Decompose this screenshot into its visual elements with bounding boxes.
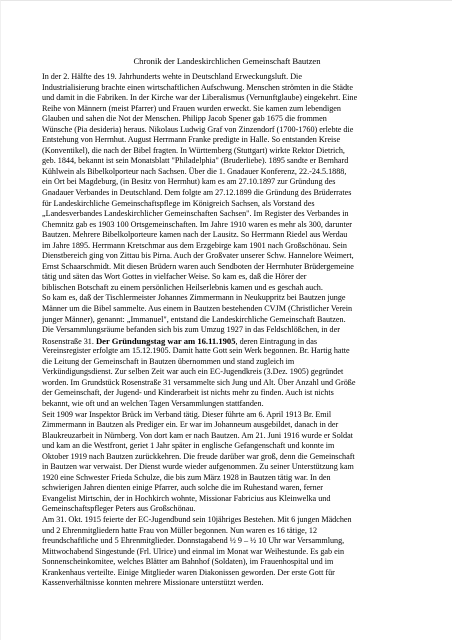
text-line-content: Am 31. Okt. 1915 feierte der EC-Jugendbund sein 10jähriges Bestehen. Mit 6 jungen Mädchen bbox=[42, 514, 352, 524]
text-line-content: Rosenstraße 31. bbox=[42, 336, 96, 346]
text-line bbox=[42, 526, 414, 537]
text-line-content: in Bautzen war verwaist. Der Dienst wurde wieder aufgenommen. Zu seiner Unterstützung kam bbox=[42, 462, 354, 472]
text-line-content: Glauben und sahen die Not der Menschen. Philipp Jacob Spener gab 1675 die frommen bbox=[42, 114, 327, 124]
text-line bbox=[42, 336, 414, 347]
text-line-content: Blaukreuzarbeit in Nürnberg. Von dort kam er nach Bautzen. Am 21. Juni 1916 wurde er Soldat bbox=[42, 430, 353, 440]
text-line bbox=[42, 441, 414, 452]
text-line bbox=[42, 156, 414, 167]
text-line-content: freundschaftliche und 5 Ehrenmitglieder. Donnstagabend ½ 9 – ½ 10 Uhr war Versammlung, bbox=[42, 536, 345, 546]
text-line-content: Bautzen. Mehrere Bibelkolporteure kamen nach der Lausitz. So Herrmann Riedel aus Werdau bbox=[42, 230, 348, 240]
text-line bbox=[42, 199, 414, 210]
text-line-content: So kam es, daß der Tischlermeister Johannes Zimmermann in Neukuppritz bei Bautzen junge bbox=[42, 293, 346, 303]
text-line bbox=[42, 578, 414, 589]
text-line bbox=[42, 230, 414, 241]
text-line-content: Industrialisierung brachte einen wirtschaftlichen Aufschwung. Menschen strömten in die Städte bbox=[42, 82, 353, 92]
text-line bbox=[42, 367, 414, 378]
text-line bbox=[42, 114, 414, 125]
document-title: Chronik der Landeskirchlichen Gemeinschaft Bautzen bbox=[133, 56, 321, 66]
text-line-content: bekannt, wie oft und an welchen Tagen Versammlungen stattfanden. bbox=[42, 398, 264, 408]
text-line bbox=[42, 410, 414, 421]
text-line bbox=[42, 483, 414, 494]
text-line-content: und 2 Ehrenmitgliedern hatte Frau von Müller begonnen. Nun waren es 16 tätige, 12 bbox=[42, 525, 318, 535]
text-line-content: Dienstbereich ging von Zittau bis Pirna. Auch der Großvater unserer Schw. Hannelore Weimert, bbox=[42, 251, 354, 261]
text-line-content: und damit in die Fabriken. In der Kirche war der Liberalismus (Vernunftglaube) eingekehrt. Eine bbox=[42, 93, 358, 103]
text-line bbox=[42, 146, 414, 157]
text-line bbox=[42, 220, 414, 231]
text-line-content: geb. 1844, bekannt ist sein Monatsblatt "Philadelphia" (Bruderliebe). 1895 sandte er Bernhard bbox=[42, 156, 349, 166]
text-line-content: Gnadauer Verbandes in Deutschland. Dem folgte am 27.12.1899 die Gründung des Brüderrates bbox=[42, 188, 352, 198]
text-line bbox=[42, 272, 414, 283]
text-line bbox=[42, 135, 414, 146]
text-line bbox=[42, 251, 414, 262]
text-line bbox=[42, 209, 414, 220]
text-line bbox=[42, 283, 414, 294]
text-line bbox=[42, 462, 414, 473]
text-line bbox=[42, 399, 414, 410]
text-line-content: Ernst Schaarschmidt. Mit diesen Brüdern waren auch Sendboten der Herrnhuter Brüdergemeine bbox=[42, 261, 354, 271]
text-line bbox=[42, 83, 414, 94]
text-line bbox=[42, 515, 414, 526]
text-line-content: „Landesverbandes Landeskirchlicher Gemeinschaften Sachsen". Im Register des Verbandes in bbox=[42, 209, 349, 219]
text-line-content: In der 2. Hälfte des 19. Jahrhunderts wehte in Deutschland Erweckungsluft. Die bbox=[42, 72, 302, 81]
text-line-content: tätig und säten das Wort Gottes in vielfacher Weise. So kam es, daß die Hörer der bbox=[42, 272, 307, 282]
text-line bbox=[42, 167, 414, 178]
text-line bbox=[42, 262, 414, 273]
text-line-content: biblischen Botschaft zu einem persönlichen Heilserlebnis kamen und es geschah auch. bbox=[42, 282, 323, 292]
text-line bbox=[42, 568, 414, 579]
text-line bbox=[42, 452, 414, 463]
text-line-content: für Landeskirchliche Gemeinschaftspflege im Königreich Sachsen, als Vorstand des bbox=[42, 198, 315, 208]
text-line-content: im Jahre 1895. Herrmann Kretschmar aus dem Erzgebirge kam 1901 nach Großschönau. Sein bbox=[42, 240, 347, 250]
document-body bbox=[42, 72, 414, 589]
text-line bbox=[42, 104, 414, 115]
text-line-content: Seit 1909 war Inspektor Brück im Verband tätig. Dieser führte am 6. April 1913 Br. Emil bbox=[42, 409, 332, 419]
text-line bbox=[42, 93, 414, 104]
text-line bbox=[42, 346, 414, 357]
text-line bbox=[42, 315, 414, 326]
text-line-content: worden. Im Grundstück Rosenstraße 31 versammelte sich Jung und Alt. Über Anzahl und Größe bbox=[42, 377, 356, 387]
text-line bbox=[42, 188, 414, 199]
text-line bbox=[42, 388, 414, 399]
founding-date-emphasis: Der Gründungstag war am 16.11.1905 bbox=[95, 335, 236, 346]
text-line-content: ein Ort bei Magdeburg, (in Besitz von Herrnhut) kam es am 27.10.1897 zur Gründung des bbox=[42, 177, 336, 187]
text-line bbox=[42, 293, 414, 304]
text-line-content: Kühlwein als Bibelkolporteur nach Sachsen. Über die 1. Gnadauer Konferenz, 22.-24.5.1888, bbox=[42, 166, 347, 176]
text-line-content: (Konventikel), die nach der Bibel fragten. In Württemberg (Stuttgart) wirkte Rektor Dietrich, bbox=[42, 145, 345, 155]
text-line bbox=[42, 473, 414, 484]
text-line bbox=[42, 504, 414, 515]
text-line-content: junger Männer), genannt: „Immanuel", entstand die Landeskirchliche Gemeinschaft Bautzen. bbox=[42, 314, 346, 324]
text-line-content: Verkündigungsdienst. Zur selben Zeit war auch ein EC-Jugendkreis (3.Dez. 1905) gegründet bbox=[42, 367, 344, 377]
text-line-content: 1920 eine Schwester Frieda Schulze, die bis zum März 1928 in Bautzen tätig war. In den bbox=[42, 472, 331, 482]
text-line bbox=[42, 177, 414, 188]
text-line-content: Wünsche (Pia desideria) heraus. Nikolaus Ludwig Graf von Zinzendorf (1700-1760) erlebte die bbox=[42, 124, 354, 134]
text-line bbox=[42, 241, 414, 252]
text-line bbox=[42, 325, 414, 336]
text-line bbox=[42, 547, 414, 558]
text-line-content: Kassenverhältnisse konnten mehrere Missionare unterstützt werden. bbox=[42, 578, 264, 588]
text-line-content: Evangelist Mirtschin, der in Hochkirch wohnte, Missionar Fabricius aus Kleinwelka und bbox=[42, 493, 331, 503]
text-line bbox=[42, 494, 414, 505]
text-line-content: Sonnenscheinkomitee, welches Blätter am Bahnhof (Soldaten), im Frauenhospital und im bbox=[42, 557, 334, 567]
text-line bbox=[42, 378, 414, 389]
text-line-content: Oktober 1919 nach Bautzen zurückkehren. Die freude darüber war groß, denn die Gemeinschaft bbox=[42, 451, 355, 461]
text-line-content: Reihe von Männern (meist Pfarrer) und Frauen wurden erweckt. Sie kamen zum lebendigen bbox=[42, 103, 341, 113]
text-line bbox=[42, 420, 414, 431]
text-line-content: Krankenhaus verteilte. Einige Mitglieder waren Diakonissen geworden. Der erste Gott für bbox=[42, 567, 335, 577]
text-line-content: Männer um die Bibel sammelte. Aus einem in Bautzen bestehenden CVJM (Christlicher Verein bbox=[42, 304, 353, 314]
text-line-continuation: , deren Eintragung in das bbox=[235, 336, 317, 346]
text-line bbox=[42, 125, 414, 136]
text-line-content: die Leitung der Gemeinschaft in Bautzen übernommen und stand zugleich im bbox=[42, 356, 295, 366]
text-line-content: Vereinsregister erfolgte am 15.12.1905. Damit hatte Gott sein Werk begonnen. Br. Hartig hatte bbox=[42, 346, 350, 356]
text-line-content: schwierigen Jahren dienten einige Pfarrer, auch solche die im Ruhestand waren, ferner bbox=[42, 483, 324, 493]
text-line-content: und kam an die Westfront, geriet 1 Jahr später in englische Gefangenschaft und konnte im bbox=[42, 441, 335, 451]
text-line-content: Mittwochabend Singestunde (Frl. Ulrice) und einmal im Monat war Weihestunde. Es gab ein bbox=[42, 546, 345, 556]
text-line bbox=[42, 357, 414, 368]
text-line-content: Entstehung von Herrnhut. August Herrmann Franke predigte in Halle. So entstanden Kreise bbox=[42, 135, 341, 145]
text-line-content: Die Versammlungsräume befanden sich bis zum Umzug 1927 in das Feldschlößchen, in der bbox=[42, 325, 340, 335]
text-line bbox=[42, 431, 414, 442]
text-line-content: Zimmermann in Bautzen als Prediger ein. Er war im Johanneum ausgebildet, danach in der bbox=[42, 420, 339, 430]
text-line-content: Gemeinschaftspfleger Peters aus Großschönau. bbox=[42, 504, 196, 514]
text-line bbox=[42, 72, 414, 83]
text-line bbox=[42, 557, 414, 568]
text-line-content: der Gemeinschaft, der Jugend- und Kinderarbeit ist nichts mehr zu finden. Auch ist nichts bbox=[42, 388, 334, 398]
text-line-content: Chemnitz gab es 1903 100 Ortsgemeinschaften. Im Jahre 1910 waren es mehr als 300, darunter bbox=[42, 219, 353, 229]
text-line bbox=[42, 304, 414, 315]
text-line bbox=[42, 536, 414, 547]
